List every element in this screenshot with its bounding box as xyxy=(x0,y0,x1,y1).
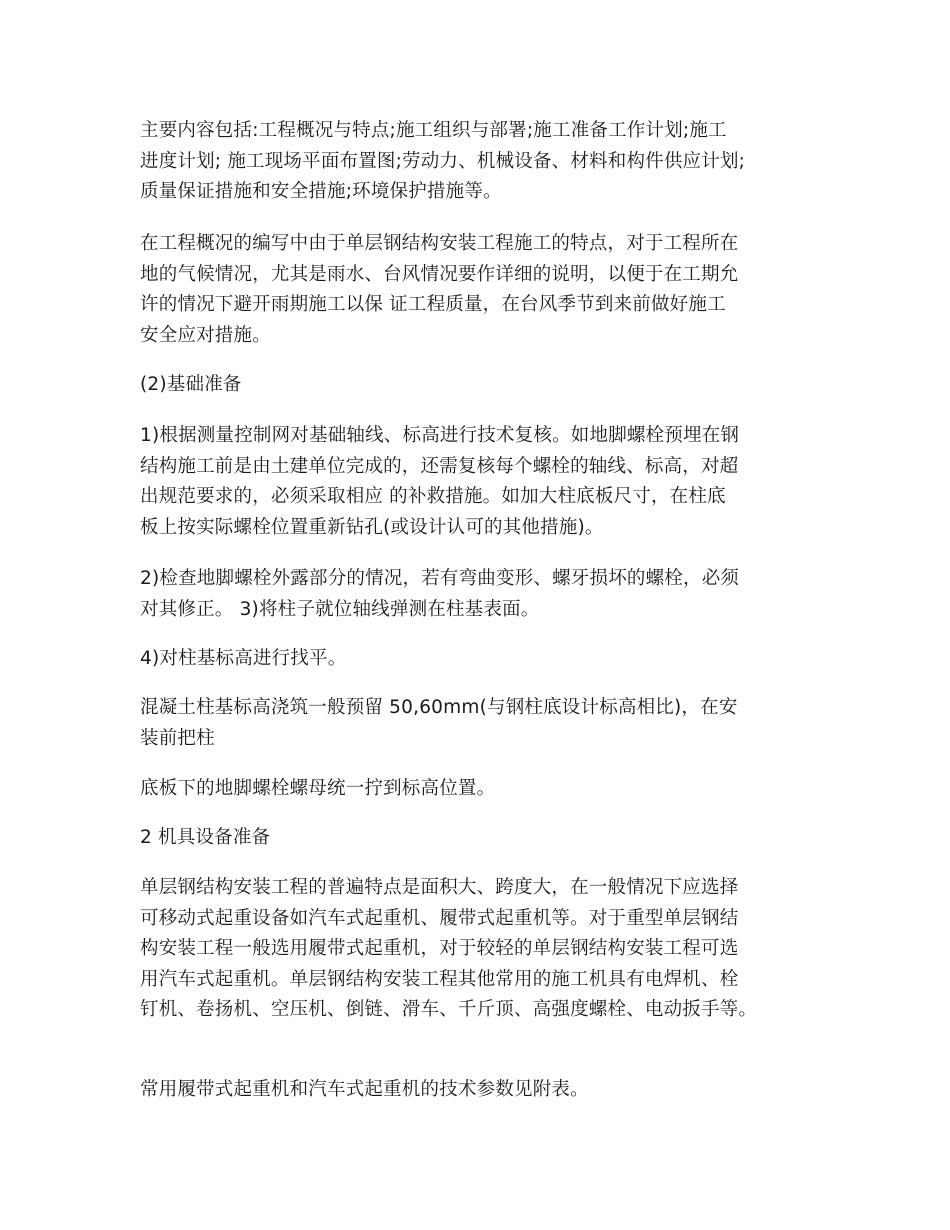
paragraph-anchor-nuts xyxy=(140,774,830,805)
text-line: 对其修正。 3)将柱子就位轴线弹测在柱基表面。 xyxy=(140,598,540,620)
text-line: 许的情况下避开雨期施工以保 证工程质量，在台风季节到来前做好施工 xyxy=(140,294,726,315)
paragraph-item-4 xyxy=(140,644,830,675)
text-line: 地的气候情况，尤其是雨水、台风情况要作详细的说明，以便于在工期允 xyxy=(140,263,739,285)
text-line: 质量保证措施和安全措施;环境保护措施等。 xyxy=(140,181,502,202)
text-line: 可移动式起重设备如汽车式起重机、履带式起重机等。对于重型单层钢结 xyxy=(140,907,739,929)
text-line: 主要内容包括:工程概况与特点;施工组织与部署;施工准备工作计划;施工 xyxy=(140,120,727,141)
text-line: (2)基础准备 xyxy=(140,374,242,395)
text-line: 构安装工程一般选用履带式起重机，对于较轻的单层钢结构安装工程可选 xyxy=(140,938,739,959)
paragraph-project-overview xyxy=(140,229,830,351)
text-line: 板上按实际螺栓位置重新钻孔(或设计认可的其他措施)。 xyxy=(140,516,604,538)
text-line: 进度计划; 施工现场平面布置图;劳动力、机械设备、材料和构件供应计划; xyxy=(140,150,746,172)
text-line: 常用履带式起重机和汽车式起重机的技术参数见附表。 xyxy=(140,1079,589,1100)
text-line: 装前把柱 xyxy=(140,727,215,749)
text-line: 安全应对措施。 xyxy=(140,324,271,346)
paragraph-main-contents xyxy=(140,116,830,208)
text-line: 混凝土柱基标高浇筑一般预留 50,60mm(与钢柱底设计标高相比)，在安 xyxy=(140,697,738,718)
text-line: 2 机具设备准备 xyxy=(140,827,271,848)
text-line: 单层钢结构安装工程的普遍特点是面积大、跨度大，在一般情况下应选择 xyxy=(140,877,739,898)
paragraph-equipment xyxy=(140,873,830,1026)
text-line: 结构施工前是由土建单位完成的，还需复核每个螺栓的轴线、标高，对超 xyxy=(140,455,739,477)
text-line: 1)根据测量控制网对基础轴线、标高进行技术复核。如地脚螺栓预埋在钢 xyxy=(140,425,740,446)
paragraph-item-1 xyxy=(140,421,830,543)
text-line: 底板下的地脚螺栓螺母统一拧到标高位置。 xyxy=(140,778,496,799)
section-heading-foundation xyxy=(140,370,830,401)
text-line: 用汽车式起重机。单层钢结构安装工程其他常用的施工机具有电焊机、栓 xyxy=(140,968,739,990)
text-line: 出规范要求的，必须采取相应 的补救措施。如加大柱底板尺寸，在柱底 xyxy=(140,486,726,507)
paragraph-item-2-3 xyxy=(140,564,830,625)
text-line: 钉机、卷扬机、空压机、倒链、滑车、千斤顶、高强度螺栓、电动扳手等。 xyxy=(140,999,758,1020)
text-line: 2)检查地脚螺栓外露部分的情况，若有弯曲变形、螺牙损坏的螺栓，必须 xyxy=(140,568,740,589)
section-heading-equipment xyxy=(140,823,830,854)
text-line: 在工程概况的编写中由于单层钢结构安装工程施工的特点，对于工程所在 xyxy=(140,233,739,254)
text-line: 4)对柱基标高进行找平。 xyxy=(140,648,347,669)
paragraph-concrete-elevation xyxy=(140,693,830,754)
paragraph-appendix-note xyxy=(140,1075,830,1106)
